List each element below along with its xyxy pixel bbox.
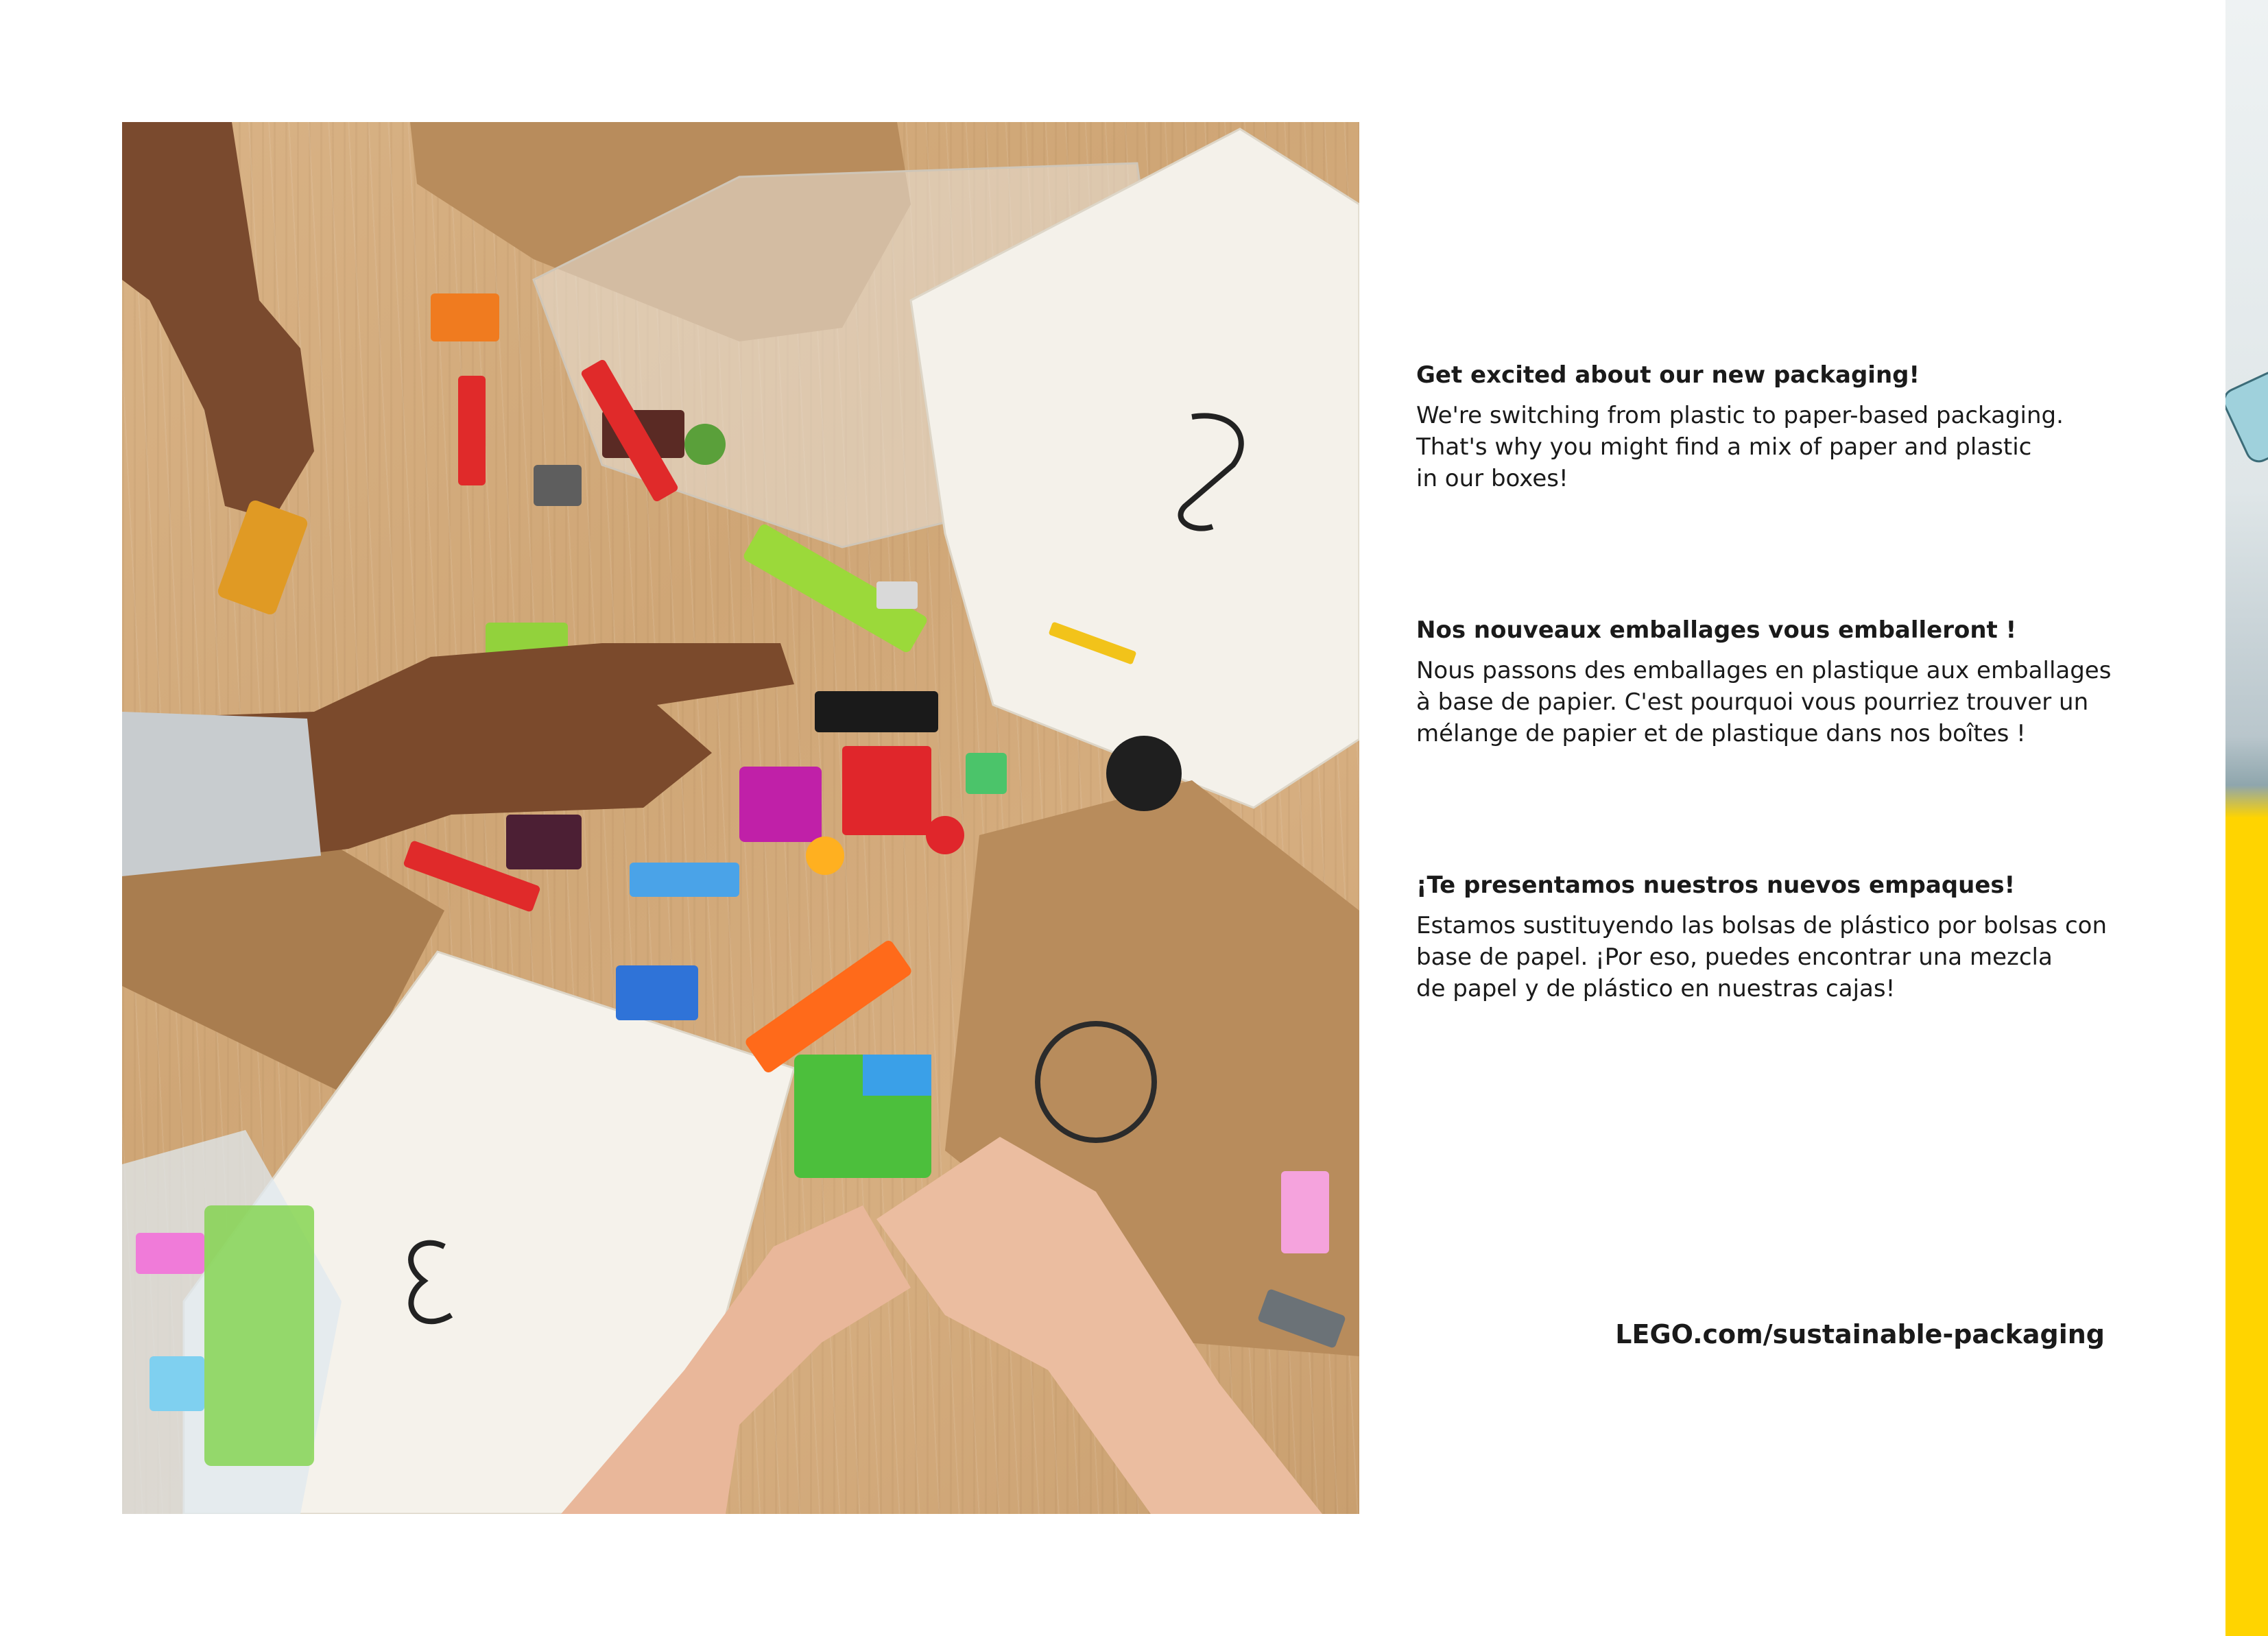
adjacent-page-edge — [2225, 0, 2268, 1636]
section-body — [1416, 400, 2143, 494]
section-body — [1416, 655, 2143, 749]
body-line: We're switching from plastic to paper-based packaging. — [1416, 402, 2064, 429]
section-heading: Nos nouveaux emballages vous emballeront ! — [1416, 616, 2017, 644]
body-line: in our boxes! — [1416, 465, 1568, 492]
body-line: Estamos sustituyendo las bolsas de plástico por bolsas con — [1416, 912, 2108, 939]
body-line: base de papel. ¡Por eso, puedes encontrar una mezcla — [1416, 943, 2053, 971]
body-line: That's why you might find a mix of paper and plastic — [1416, 433, 2032, 461]
body-line: Nous passons des emballages en plastique aux emballages — [1416, 657, 2112, 684]
photo-illustration — [122, 122, 1359, 1514]
body-line: de papel y de plástico en nuestras cajas! — [1416, 975, 1896, 1002]
held-brick — [216, 498, 309, 616]
sustainable-packaging-link[interactable]: LEGO.com/sustainable-packaging — [1615, 1319, 2105, 1349]
section-spanish — [1416, 870, 2143, 1005]
section-body — [1416, 910, 2143, 1005]
section-french — [1416, 615, 2143, 749]
section-heading: Get excited about our new packaging! — [1416, 361, 1920, 389]
section-english — [1416, 360, 2143, 494]
brick-stack-top — [863, 1055, 931, 1096]
body-line: mélange de papier et de plastique dans nos boîtes ! — [1416, 720, 2026, 747]
section-heading: ¡Te presentamos nuestros nuevos empaques! — [1416, 871, 2016, 899]
adjacent-page-graphic — [2225, 367, 2268, 467]
sleeve — [122, 712, 321, 876]
hand-top-left — [122, 122, 314, 520]
body-line: à base de papier. C'est pourquoi vous pourriez trouver un — [1416, 688, 2089, 716]
packaging-photo — [122, 122, 1359, 1514]
